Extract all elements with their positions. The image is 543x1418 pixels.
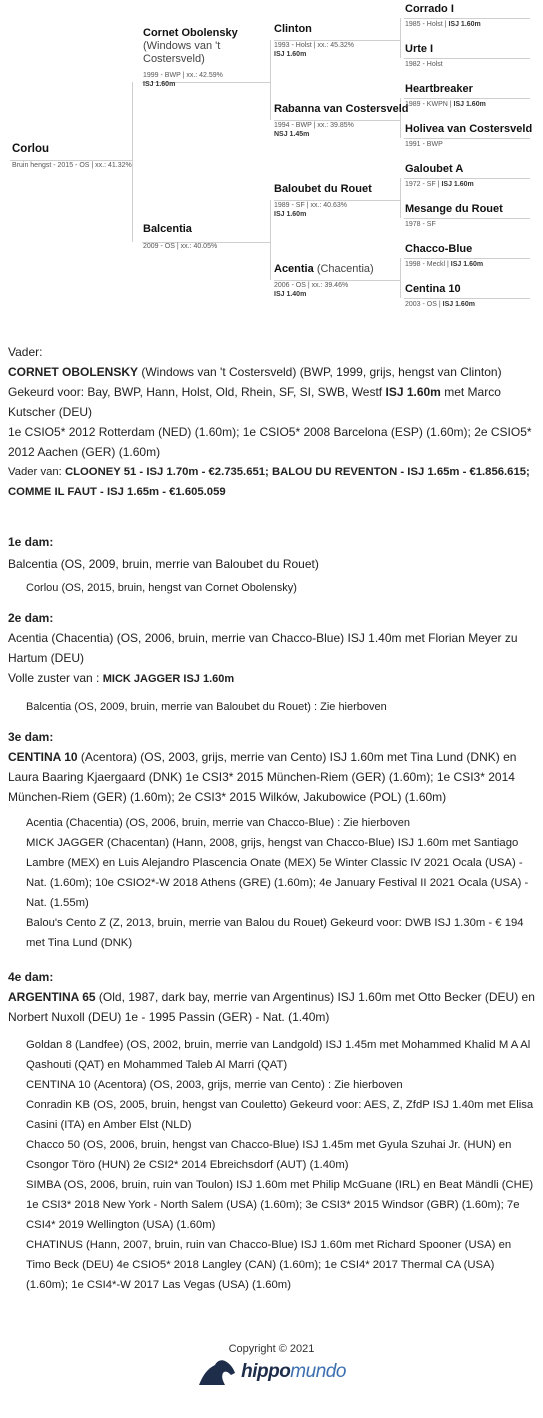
pedigree-ggp-8[interactable]: Centina 10 2003 - OS | ISJ 1.60m [405,283,475,308]
ss-meta: 1993 - Holst | xx.: 45.32% [274,42,355,49]
dam4-name[interactable]: ARGENTINA 65 [8,990,96,1004]
pedigree-granddam-sire[interactable] [274,103,409,139]
ggp-meta: 1982 - Holst [405,61,443,68]
dam4-offspring-1[interactable]: Goldan 8 (Landfee) (OS, 2002, bruin, merrie van Landgold) ISJ 1.45m met Mohammed Khalid M A Al Qashouti (QAT) en Mohammed Taleb Al Marri (QAT) [26,1039,531,1071]
ggp-meta: 1972 - SF [405,181,436,188]
ggp-meta: 1985 - Holst [405,21,443,28]
dam4-desc [8,987,535,1027]
copyright: Copyright © 2021 [228,1343,315,1355]
dam4-offspring-3[interactable]: Conradin KB (OS, 2005, bruin, hengst van Couletto) Gekeurd voor: AES, Z, ZfdP ISJ 1.40m met Elisa Casini (ITA) en Amber Elst (NLD) [26,1099,534,1131]
pedigree-granddam-dam[interactable] [274,263,374,299]
dam4-offspring-4[interactable]: Chacco 50 (OS, 2006, bruin, hengst van Chacco-Blue) ISJ 1.45m met Gyula Szuhai Jr. (HUN) en Csongor Töro (HUN) 2e CSI2* 2014 Ebreichsdorf (AUT) (1.40m) [26,1139,512,1171]
dam2-offspring[interactable]: Balcentia (OS, 2009, bruin, merrie van Baloubet du Rouet) : Zie hierboven [26,701,387,713]
ggp-meta: 1998 - Meckl [405,261,446,268]
ggp-name[interactable]: Chacco-Blue [405,243,473,255]
dd-alt-name: (Chacentia) [316,263,374,275]
pedigree-grandsire-sire[interactable] [274,23,354,59]
dam4-label: 4e dam: [8,970,54,984]
dam4-offspring-6[interactable]: CHATINUS (Hann, 2007, bruin, ruin van Chacco-Blue) ISJ 1.60m met Richard Spooner (USA) en Timo Beck (DEU) 4e CSIO5* 2018 Langley (CAN) (1.60m); 1e CSI4* 2017 Thermal CA (USA) (1.60m); 1e CSI4*-W 2017 Las Vegas (USA) (1.60m) [26,1239,512,1291]
dam3-label: 3e dam: [8,730,54,744]
dam-meta: 2009 - OS | xx.: 40.05% [143,243,218,250]
dam2-sister-label: Volle zuster van : [8,671,103,685]
ggp-name[interactable]: Galoubet A [405,163,464,175]
sd-isj: NSJ 1.45m [274,131,310,138]
hippomundo-logo[interactable] [0,1359,543,1385]
ggp-isj: ISJ 1.60m [442,301,475,308]
vader-offspring [8,462,535,502]
dam3-offspring-2[interactable]: MICK JAGGER (Chacentan) (Hann, 2008, grijs, hengst van Chacco-Blue) ISJ 1.60m met Santiago Lambre (MEX) en Luis Alejandro Plascencia Onate (MEX) 5e Winter Classic IV 2021 Ocala (USA) - Nat. (1.60m); 10e CSIO2*-W 2018 Athens (GRE) (1.60m); 4e January Festival II 2021 Ocala (USA) - Nat. (1.55m) [26,837,529,909]
ss-name[interactable]: Clinton [274,23,312,35]
vader-label: Vader: [8,345,43,359]
vader-results: 1e CSIO5* 2012 Rotterdam (NED) (1.60m); 1e CSIO5* 2008 Barcelona (ESP) (1.60m); 2e CSIO5* 2012 Aachen (GER) (1.60m) [8,425,532,459]
vader-text: (Windows van 't Costersveld) (BWP, 1999, grijs, hengst van Clinton) Gekeurd voor: Bay, BWP, Hann, Holst, Old, Rhein, SF, SI, SWB, Westf [8,365,502,399]
dam2-sister-name[interactable]: MICK JAGGER ISJ 1.60m [102,673,235,685]
pedigree-dam[interactable] [143,223,217,251]
ggp-name[interactable]: Centina 10 [405,283,461,295]
logo-text-b: mundo [290,1361,346,1382]
pedigree-ggp-5[interactable]: Galoubet A 1972 - SF | ISJ 1.60m [405,163,474,188]
ss-isj: ISJ 1.60m [274,51,307,58]
ds-name[interactable]: Baloubet du Rouet [274,183,372,195]
dam3-offspring-3[interactable]: Balou's Cento Z (Z, 2013, bruin, merrie van Balou du Rouet) Gekeurd voor: DWB ISJ 1.30m - € 194 met Tina Lund (DNK) [26,917,524,949]
vader-isj: ISJ 1.60m [385,385,441,399]
ggp-name[interactable]: Urte I [405,43,434,55]
sire-name[interactable]: Cornet Obolensky [143,27,238,39]
vader-description [8,362,535,422]
sire-meta: 1999 - BWP | xx.: 42.59% [143,72,223,79]
dam2-desc: Acentia (Chacentia) (OS, 2006, bruin, merrie van Chacco-Blue) ISJ 1.40m met Florian Meyer zu Hartum (DEU) [8,631,518,665]
pedigree-subject[interactable] [12,143,132,170]
family-record [0,342,543,1295]
ggp-meta: 1991 - BWP [405,141,443,148]
ggp-isj: ISJ 1.60m [453,101,486,108]
sd-meta: 1994 - BWP | xx.: 39.85% [274,122,354,129]
pedigree-ggp-3[interactable]: Heartbreaker 1989 - KWPN | ISJ 1.60m [405,83,486,108]
dam4-offspring-5[interactable]: SIMBA (OS, 2006, bruin, ruin van Toulon) ISJ 1.60m met Philip McGuane (IRL) en Beat Mändli (CHE) 1e CSI3* 2018 New York - North Salem (USA) (1.60m); 3e CSI3* 2015 Windsor (GBR) (1.60m); 7e CSI4* 2019 Wellington (USA) (1.60m) [26,1179,534,1231]
dam3-offspring-1[interactable]: Acentia (Chacentia) (OS, 2006, bruin, merrie van Chacco-Blue) : Zie hierboven [26,817,410,829]
ds-meta: 1989 - SF | xx.: 40.63% [274,202,348,209]
sd-name[interactable]: Rabanna van Costersveld [274,103,409,115]
vader-name[interactable]: CORNET OBOLENSKY [8,365,139,379]
sire-isj: ISJ 1.60m [143,81,176,88]
ggp-isj: ISJ 1.60m [448,21,481,28]
ggp-name[interactable]: Holivea van Costersveld [405,123,533,135]
pedigree-ggp-4[interactable] [405,123,532,149]
dd-isj: ISJ 1.40m [274,291,307,298]
ggp-isj: ISJ 1.60m [450,261,484,268]
sire-alt-name-1: (Windows van 't [143,40,221,52]
dam-name[interactable]: Balcentia [143,223,192,235]
pedigree-ggp-6[interactable] [405,203,503,229]
dam4-text: (Old, 1987, dark bay, merrie van Argentinus) ISJ 1.60m met Otto Becker (DEU) en Norbert Nuxoll (DEU) 1e - 1995 Passin (GER) - Nat. (1.40m) [8,990,535,1024]
dd-meta: 2006 - OS | xx.: 39.46% [274,282,349,289]
vader-rider: met Marco Kutscher (DEU) [8,385,501,419]
dam2-sister [8,668,535,689]
dam1-label: 1e dam: [8,535,54,549]
dam4-offspring-2[interactable]: CENTINA 10 (Acentora) (OS, 2003, grijs, merrie van Cento) : Zie hierboven [26,1079,403,1091]
dam1-desc: Balcentia (OS, 2009, bruin, merrie van Baloubet du Rouet) [8,557,319,571]
dam3-desc [8,747,535,807]
dam1-offspring[interactable]: Corlou (OS, 2015, bruin, hengst van Cornet Obolensky) [26,582,297,594]
pedigree-ggp-2[interactable] [405,43,443,69]
ggp-name[interactable]: Corrado I [405,3,454,15]
subject-meta: Bruin hengst - 2015 - OS | xx.: 41.32% [12,162,132,169]
sire-alt-name-2: Costersveld) [143,53,205,65]
footer [0,1343,543,1385]
ggp-meta: 2003 - OS [405,301,437,308]
vader-van-label: Vader van: [8,466,65,478]
logo-text-a: hippo [241,1361,291,1382]
vader-offspring-list[interactable]: CLOONEY 51 - ISJ 1.70m - €2.735.651; BALOU DU REVENTON - ISJ 1.65m - €1.856.615; COMME IL FAUT - ISJ 1.65m - €1.605.059 [8,466,530,498]
pedigree-grandsire-dam[interactable] [274,183,372,219]
ggp-meta: 1978 - SF [405,221,436,228]
pedigree-ggp-1[interactable]: Corrado I 1985 - Holst | ISJ 1.60m [405,3,481,28]
dd-name[interactable]: Acentia [274,263,314,275]
ds-isj: ISJ 1.60m [274,211,307,218]
dam3-text: (Acentora) (OS, 2003, grijs, merrie van Cento) ISJ 1.60m met Tina Lund (DNK) en Laura Baaring Kjaergaard (DNK) 1e CSI3* 2015 München-Riem (GER) (1.60m); 1e CSI3* 2014 München-Riem (GER) (1.60m); 2e CSI3* 2015 Wilków, Jakubowice (POL) (1.60m) [8,750,517,804]
subject-name[interactable]: Corlou [12,143,50,155]
pedigree-chart [0,0,543,330]
ggp-name[interactable]: Heartbreaker [405,83,473,95]
pedigree-sire[interactable] [143,27,238,89]
pedigree-ggp-7[interactable]: Chacco-Blue 1998 - Meckl | ISJ 1.60m [405,243,484,268]
ggp-isj: ISJ 1.60m [441,181,474,188]
horse-head-icon [197,1359,237,1385]
ggp-name[interactable]: Mesange du Rouet [405,203,503,215]
dam2-label: 2e dam: [8,611,54,625]
dam3-name[interactable]: CENTINA 10 [8,750,78,764]
ggp-meta: 1989 - KWPN [405,101,448,108]
